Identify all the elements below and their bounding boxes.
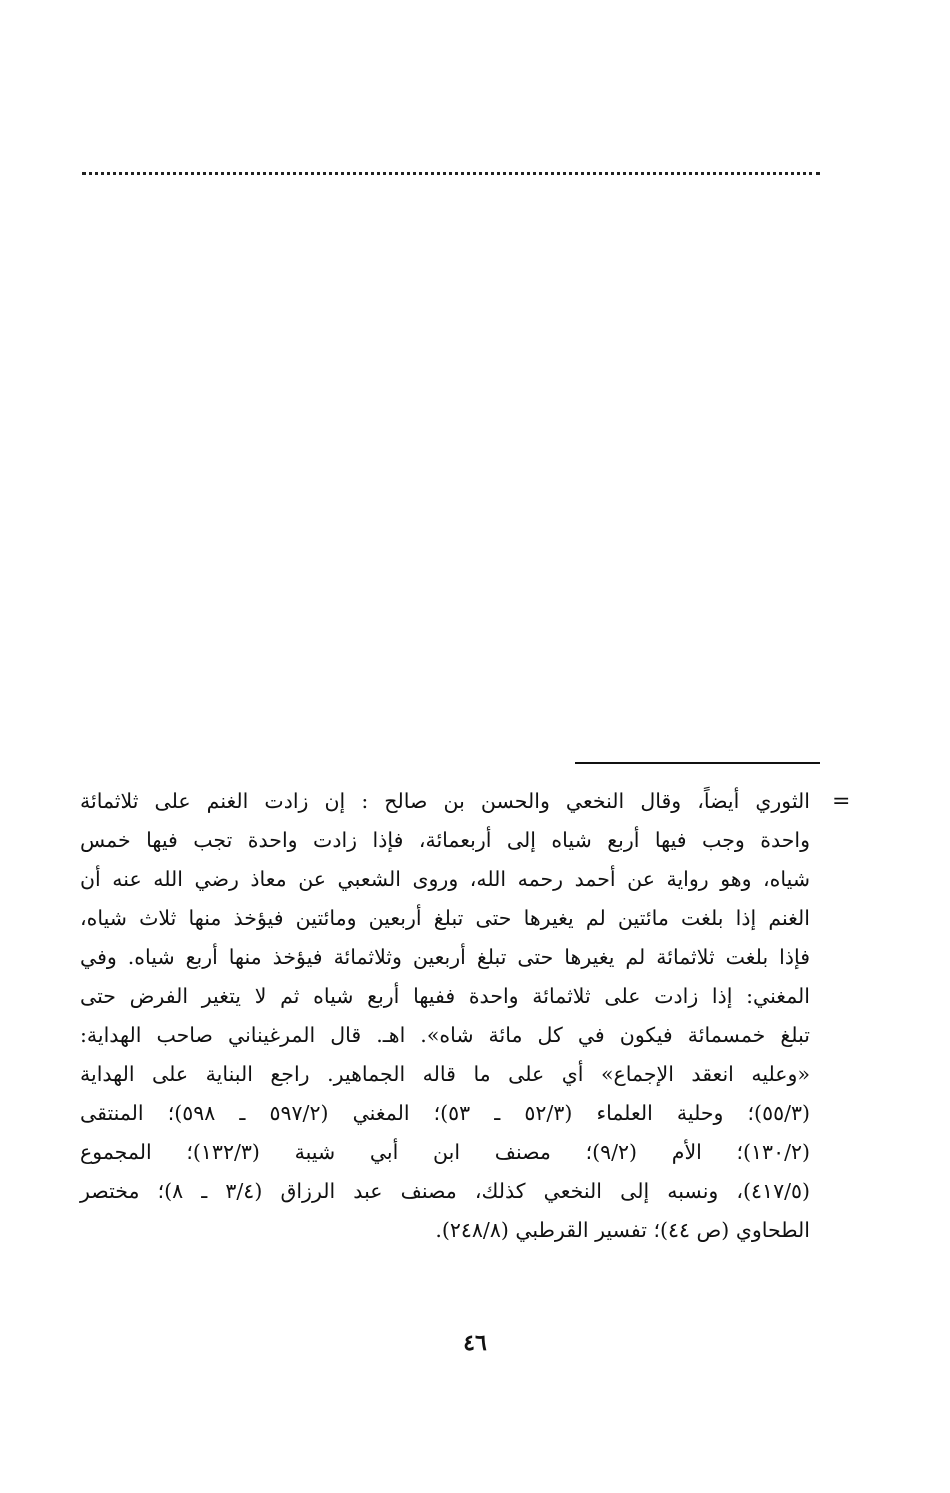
- footnote-continuation-marker: =: [832, 789, 851, 814]
- footnote-line: فإذا بلغت ثلاثمائة لم يغيرها حتى تبلغ أربعين وثلاثمائة فيؤخذ منها أربع شياه. وفي: [80, 945, 810, 969]
- footnote-rule: [575, 762, 820, 764]
- footnote-line: الطحاوي (ص ٤٤)؛ تفسير القرطبي (٢٤٨/٨).: [435, 1218, 810, 1242]
- footnote-text: [70, 782, 850, 1250]
- footnote-line: تبلغ خمسمائة فيكون في كل مائة شاه». اهـ. قال المرغيناني صاحب الهداية:: [80, 1023, 810, 1047]
- page-number: ٤٦: [463, 1330, 487, 1356]
- footnote-line: (١٣٠/٢)؛ الأم (٩/٢)؛ مصنف ابن أبي شيبة (١٣٢/٣)؛ المجموع: [80, 1140, 810, 1164]
- dotted-separator: [82, 172, 820, 175]
- footnote-line: شياه، وهو رواية عن أحمد رحمه الله، وروى الشعبي عن معاذ رضي الله عنه أن: [80, 867, 810, 891]
- footnote-line: الثوري أيضاً، وقال النخعي والحسن بن صالح : إن زادت الغنم على ثلاثمائة: [80, 789, 810, 813]
- footnote-line: الغنم إذا بلغت مائتين لم يغيرها حتى تبلغ أربعين ومائتين فيؤخذ منها ثلاث شياه،: [80, 906, 810, 930]
- footnote-line: «وعليه انعقد الإجماع» أي على ما قاله الجماهير. راجع البناية على الهداية: [80, 1062, 810, 1086]
- footnote-line: (٤١٧/٥)، ونسبه إلى النخعي كذلك، مصنف عبد الرزاق (٣/٤ ـ ٨)؛ مختصر: [80, 1179, 810, 1203]
- footnote-line: المغني: إذا زادت على ثلاثمائة واحدة ففيها أربع شياه ثم لا يتغير الفرض حتى: [80, 984, 810, 1008]
- footnote-line: (٥٥/٣)؛ وحلية العلماء (٥٢/٣ ـ ٥٣)؛ المغني (٥٩٧/٢ ـ ٥٩٨)؛ المنتقى: [80, 1101, 811, 1125]
- footnote-line: واحدة وجب فيها أربع شياه إلى أربعمائة، فإذا زادت واحدة تجب فيها خمس: [80, 828, 810, 852]
